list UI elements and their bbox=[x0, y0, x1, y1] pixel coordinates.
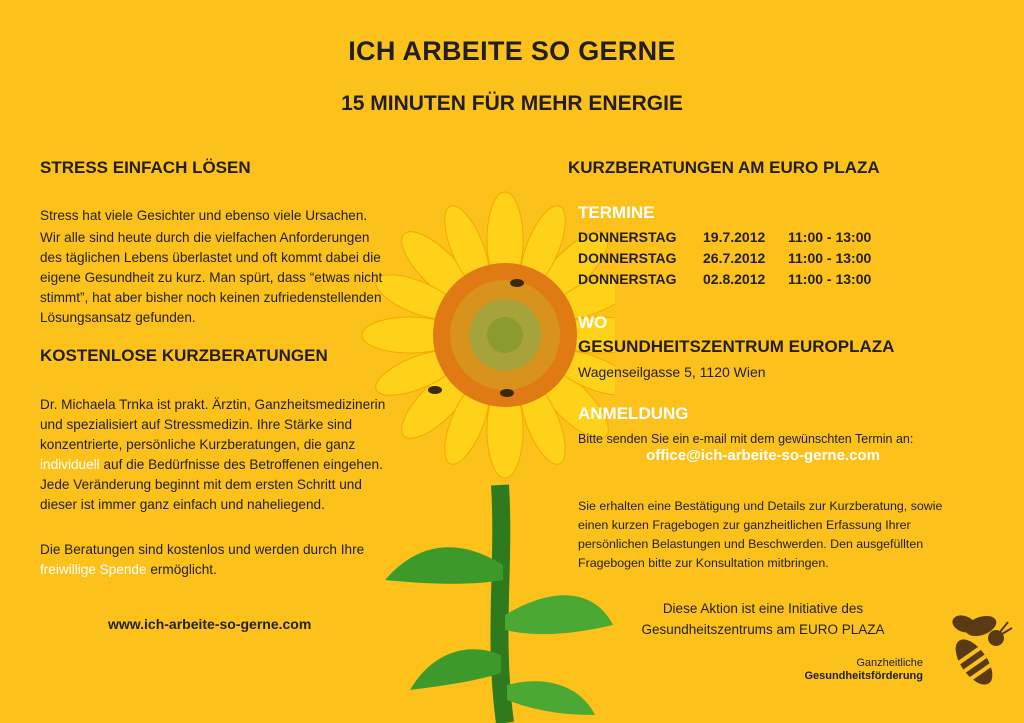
beratung-line: Die Beratungen sind kostenlos und werden durch Ihre bbox=[40, 542, 365, 557]
beratung-line: freiwillige Spende ermöglicht. bbox=[40, 562, 217, 577]
info-line: persönlichen Belastungen und Beschwerden. Den ausgefüllten bbox=[578, 537, 924, 551]
venue-name: GESUNDHEITSZENTRUM EUROPLAZA bbox=[578, 337, 895, 356]
termin-row: DONNERSTAG 02.8.2012 11:00 - 13:00 bbox=[578, 271, 872, 287]
kosten-line: Jede Veränderung beginnt mit dem ersten Schritt und bbox=[40, 477, 362, 492]
stress-line: eigene Gesundheit zu kurz. Man spürt, dass “etwas nicht bbox=[40, 270, 383, 285]
termin-row: DONNERSTAG 26.7.2012 11:00 - 13:00 bbox=[578, 250, 872, 266]
wo-label: WO bbox=[578, 313, 608, 332]
anmeldung-text: Bitte senden Sie ein e-mail mit dem gewünschten Termin an: bbox=[578, 432, 914, 446]
kurzberatungen-heading: KURZBERATUNGEN AM EURO PLAZA bbox=[568, 158, 880, 177]
individuell-highlight: individuell bbox=[40, 457, 100, 472]
bee-logo-icon bbox=[936, 612, 1014, 696]
info-line: Sie erhalten eine Bestätigung und Details zur Kurzberatung, sowie bbox=[578, 499, 943, 513]
website-link[interactable]: www.ich-arbeite-so-gerne.com bbox=[108, 616, 312, 632]
stress-paragraph bbox=[40, 228, 490, 328]
kosten-paragraph bbox=[40, 395, 490, 515]
page-title: ICH ARBEITE SO GERNE bbox=[348, 36, 676, 66]
stress-line: des täglichen Lebens überlastet und oft kommt dabei die bbox=[40, 250, 381, 265]
info-line: Fragebogen bitte zur Konsultation mitbringen. bbox=[578, 556, 829, 570]
beratung-paragraph bbox=[40, 540, 490, 580]
anmeldung-label: ANMELDUNG bbox=[578, 404, 689, 423]
kosten-line: und spezialisiert auf Stressmedizin. Ihre Stärke sind bbox=[40, 417, 353, 432]
stress-line: stimmt”, hat aber bisher noch keinen zufriedenstellenden bbox=[40, 290, 382, 305]
info-paragraph bbox=[578, 497, 998, 573]
spende-highlight: freiwillige Spende bbox=[40, 562, 147, 577]
termine-label: TERMINE bbox=[578, 203, 655, 222]
logo-text: Ganzheitliche Gesundheitsförderung bbox=[804, 657, 923, 682]
venue-address: Wagenseilgasse 5, 1120 Wien bbox=[578, 364, 766, 380]
info-line: einen kurzen Fragebogen zur ganzheitlichen Erfassung Ihrer bbox=[578, 518, 911, 532]
kosten-line: konzentrierte, persönliche Kurzberatungen, die ganz bbox=[40, 437, 356, 452]
termine-list bbox=[578, 229, 908, 292]
stress-line: Lösungsansatz gefunden. bbox=[40, 310, 196, 325]
stress-heading: STRESS EINFACH LÖSEN bbox=[40, 158, 251, 177]
kosten-line: dieser ist immer ganz einfach und naheliegend. bbox=[40, 497, 325, 512]
kosten-heading: KOSTENLOSE KURZBERATUNGEN bbox=[40, 346, 328, 365]
email-link[interactable]: office@ich-arbeite-so-gerne.com bbox=[646, 447, 880, 464]
stress-intro: Stress hat viele Gesichter und ebenso viele Ursachen. bbox=[40, 208, 368, 223]
termin-row: DONNERSTAG 19.7.2012 11:00 - 13:00 bbox=[578, 229, 872, 245]
kosten-line: individuell auf die Bedürfnisse des Betroffenen eingehen. bbox=[40, 457, 383, 472]
page-subtitle: 15 MINUTEN FÜR MEHR ENERGIE bbox=[341, 92, 683, 115]
initiative-note: Diese Aktion ist eine Initiative des Gesundheitszentrums am EURO PLAZA bbox=[641, 601, 885, 637]
stress-line: Wir alle sind heute durch die vielfachen Anforderungen bbox=[40, 230, 370, 245]
kosten-line: Dr. Michaela Trnka ist prakt. Ärztin, Ganzheitsmedizinerin bbox=[40, 397, 386, 412]
